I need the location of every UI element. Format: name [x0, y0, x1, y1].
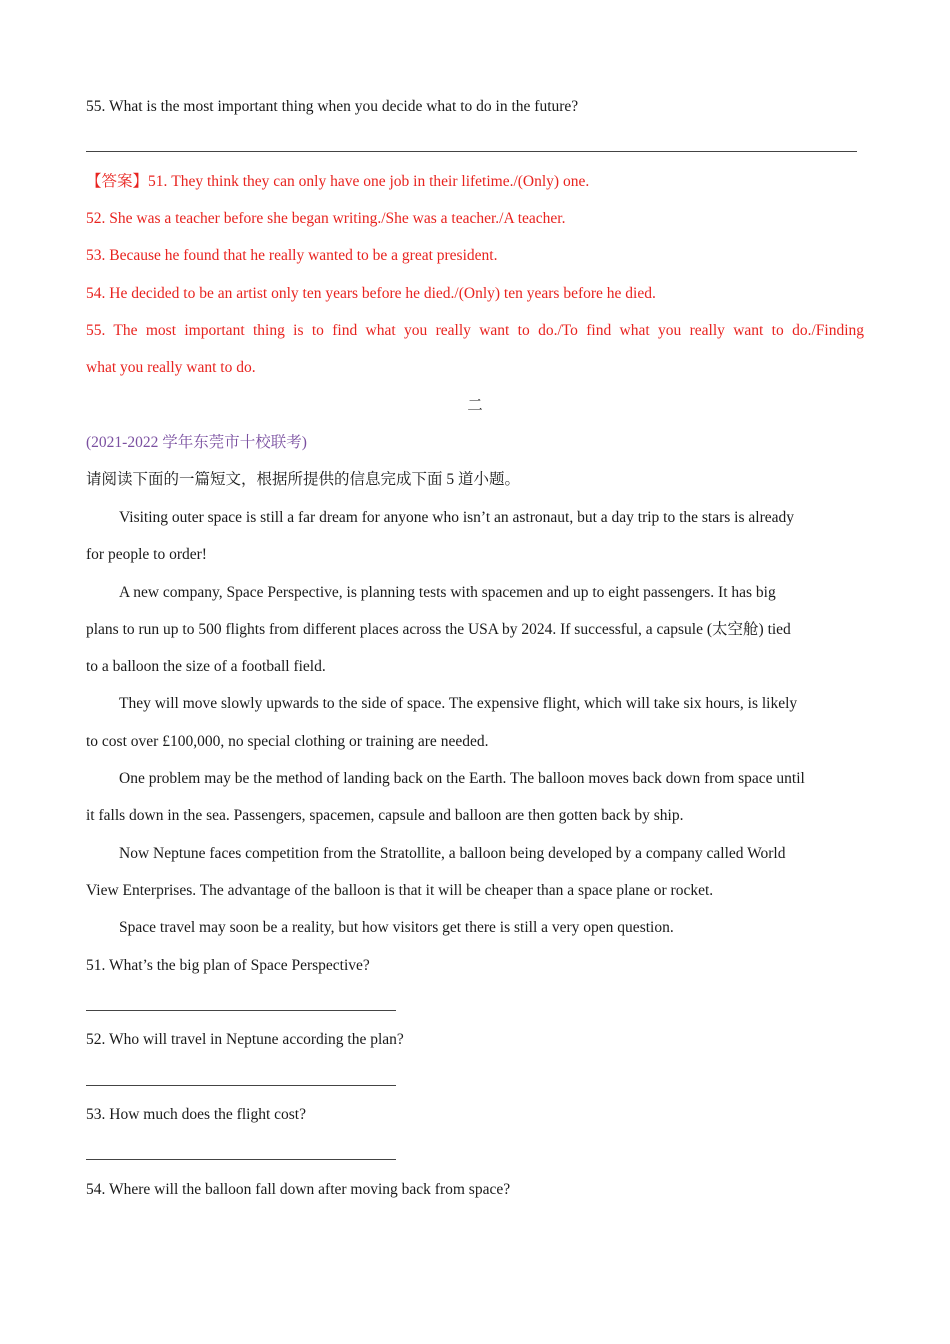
passage-p2-line1: A new company, Space Perspective, is planning tests with spacemen and up to eight passengers. It has big [119, 584, 776, 601]
question-53: 53. How much does the flight cost? [86, 1106, 306, 1123]
answer-line-55 [86, 151, 857, 152]
instruction-text: 请阅读下面的一篇短文，根据所提供的信息完成下面 5 道小题。 [86, 471, 521, 488]
answer-53: 53. Because he found that he really wanted to be a great president. [86, 247, 498, 264]
section-number: 二 [467, 397, 483, 414]
answer-54: 54. He decided to be an artist only ten years before he died./(Only) ten years before he died. [86, 285, 656, 302]
answer-55-line1: 55. The most important thing is to find what you really want to do./To find what you really want to do./Finding [86, 322, 864, 339]
answer-line-53 [86, 1159, 396, 1160]
answer-line-51 [86, 1010, 396, 1011]
question-51: 51. What’s the big plan of Space Perspective? [86, 957, 370, 974]
answer-line-52 [86, 1085, 396, 1086]
passage-p6-line1: Space travel may soon be a reality, but how visitors get there is still a very open question. [119, 919, 674, 936]
passage-p4-line2: it falls down in the sea. Passengers, spacemen, capsule and balloon are then gotten back by ship. [86, 807, 684, 824]
question-52: 52. Who will travel in Neptune according the plan? [86, 1031, 404, 1048]
passage-p5-line2: View Enterprises. The advantage of the balloon is that it will be cheaper than a space plane or rocket. [86, 882, 714, 899]
passage-p2-line3: to a balloon the size of a football field. [86, 658, 326, 675]
source-label: (2021-2022 学年东莞市十校联考) [86, 434, 307, 451]
passage-p3-line2: to cost over £100,000, no special clothing or training are needed. [86, 733, 489, 750]
passage-p5-line1: Now Neptune faces competition from the Stratollite, a balloon being developed by a company called World [119, 845, 786, 862]
passage-p1-line2: for people to order! [86, 546, 207, 563]
answer-51-text: 51. They think they can only have one job in their lifetime./(Only) one. [148, 173, 590, 190]
question-55-previous: 55. What is the most important thing when you decide what to do in the future? [86, 98, 579, 115]
passage-p4-line1: One problem may be the method of landing back on the Earth. The balloon moves back down from space until [119, 770, 805, 787]
answer-51 [86, 172, 589, 192]
question-54: 54. Where will the balloon fall down after moving back from space? [86, 1181, 511, 1198]
passage-p3-line1: They will move slowly upwards to the side of space. The expensive flight, which will take six hours, is likely [119, 695, 798, 712]
answer-tag: 【答案】 [86, 173, 149, 190]
passage-p1-line1: Visiting outer space is still a far dream for anyone who isn’t an astronaut, but a day trip to the stars is already [119, 509, 795, 526]
answer-55-line2: what you really want to do. [86, 359, 256, 376]
answer-52: 52. She was a teacher before she began writing./She was a teacher./A teacher. [86, 210, 566, 227]
passage-p2-line2: plans to run up to 500 flights from different places across the USA by 2024. If successful, a capsule (太空舱) tied [86, 621, 791, 638]
